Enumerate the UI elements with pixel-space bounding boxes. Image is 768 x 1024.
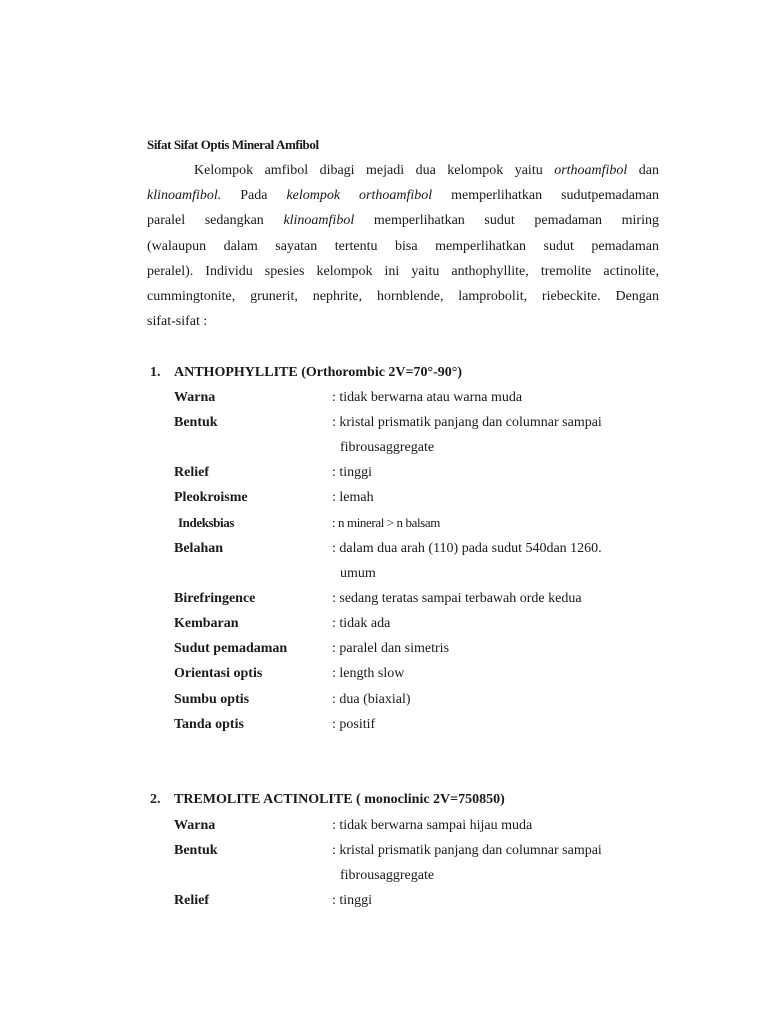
property-key: Kembaran [174,616,239,631]
section-heading-tremolite-actinolite [150,792,505,808]
property-row [0,415,768,440]
intro-italic: kelompok orthoamfibol [286,188,433,204]
property-row [0,541,768,566]
property-key: Sumbu optis [174,692,250,707]
property-value: : tinggi [332,465,373,480]
property-row [0,666,768,691]
property-value: : n mineral > n balsam [332,515,440,530]
intro-italic: klinoamfibol. [147,188,222,204]
property-row [0,641,768,666]
property-key: Sudut pemadaman [174,641,288,656]
property-key: Warna [174,818,216,833]
property-row [0,591,768,616]
intro-text: Pada [240,188,268,204]
intro-line [147,158,659,183]
section-heading-anthophyllite [150,365,462,381]
property-row [0,465,768,490]
property-value: : positif [332,717,376,732]
property-key: Orientasi optis [174,666,263,681]
property-row [0,843,768,868]
property-value: : dalam dua arah (110) pada sudut 540dan 1260. [332,541,602,556]
property-key: Relief [174,465,209,480]
document-title: Sifat Sifat Optis Mineral Amfibol [147,137,319,152]
intro-text: dan [638,163,659,178]
intro-italic: orthoamfibol [554,163,628,178]
intro-line: cummingtonite, grunerit, nephrite, hornblende, lamprobolit, riebeckite. Dengan [147,289,659,305]
section-title: TREMOLITE ACTINOLITE ( monoclinic 2V=750850) [174,792,505,807]
property-row [0,616,768,641]
intro-italic: klinoamfibol [283,213,355,229]
section-number: 2. [150,792,161,807]
intro-text: memperlihatkan sudutpemadaman [451,188,660,204]
property-value: : length slow [332,666,405,681]
property-row [0,692,768,717]
property-key: Warna [174,390,216,405]
property-value: : kristal prismatik panjang dan columnar sampai [332,415,602,430]
property-key: Bentuk [174,415,218,430]
property-value: : tidak ada [332,616,391,631]
property-row [0,893,768,918]
property-value: : tidak berwarna atau warna muda [332,390,523,405]
property-value-continuation: umum [340,566,376,581]
property-key: Birefringence [174,591,256,606]
property-key: Pleokroisme [174,490,248,505]
intro-text: Kelompok amfibol dibagi mejadi dua kelompok yaitu [194,163,543,178]
property-key: Tanda optis [174,717,244,732]
property-row [0,515,768,540]
intro-line: sifat-sifat : [147,314,208,330]
property-row [0,717,768,742]
intro-text: memperlihatkan sudut pemadaman miring [373,213,659,229]
property-value: : dua (biaxial) [332,692,411,707]
property-value: : lemah [332,490,374,505]
property-row [0,818,768,843]
property-key: Bentuk [174,843,218,858]
property-key: Belahan [174,541,224,556]
property-row [0,490,768,515]
section-title: ANTHOPHYLLITE (Orthorombic 2V=70°-90°) [174,365,463,380]
property-row [0,390,768,415]
property-value-continuation: fibrousaggregate [340,440,435,455]
property-value: : tidak berwarna sampai hijau muda [332,818,533,833]
property-value: : paralel dan simetris [332,641,450,656]
intro-line [147,208,659,233]
property-value-continuation: fibrousaggregate [340,868,435,883]
property-value: : sedang teratas sampai terbawah orde kedua [332,591,582,606]
intro-line: (walaupun dalam sayatan tertentu bisa memperlihatkan sudut pemadaman [147,238,659,254]
property-key: Relief [174,893,209,908]
section-number: 1. [150,365,161,380]
property-value: : kristal prismatik panjang dan columnar sampai [332,843,602,858]
intro-text: paralel sedangkan [147,213,264,229]
intro-line: peralel). Individu spesies kelompok ini yaitu anthophyllite, tremolite actinolite, [147,263,659,279]
intro-paragraph [147,158,659,334]
property-value: : tinggi [332,893,373,908]
property-key: Indeksbias [178,515,234,530]
intro-line [147,183,659,208]
